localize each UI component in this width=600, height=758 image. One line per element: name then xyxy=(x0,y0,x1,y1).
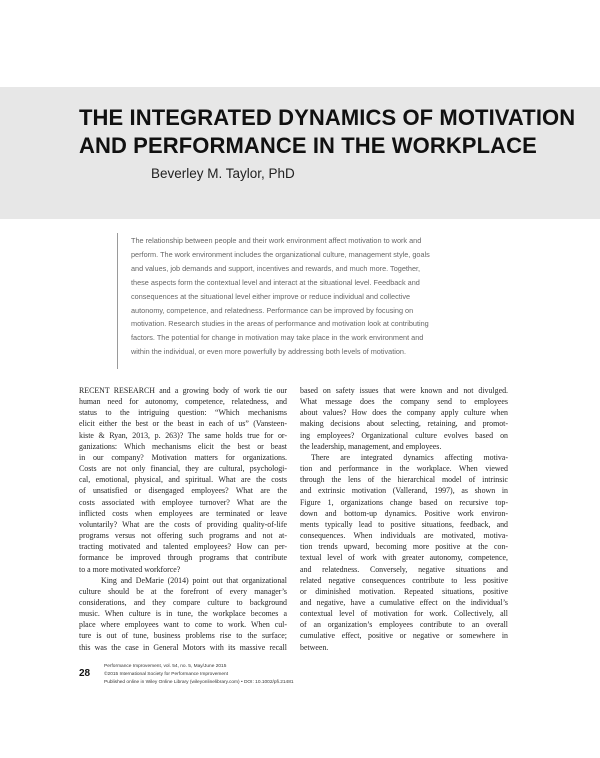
body-line: and extrinsic motivation (Vallerand, 1997), as shown in xyxy=(300,486,508,496)
body-column-left xyxy=(79,385,287,653)
body-line: this was the case in General Motors with its massive recall xyxy=(79,642,287,652)
title-line: AND PERFORMANCE IN THE WORKPLACE xyxy=(79,133,537,158)
body-line: and relatedness. Conversely, negative situations and xyxy=(300,564,508,574)
body-line: tracting motivated and talented employees? How can per- xyxy=(79,542,287,552)
body-column-right xyxy=(300,385,508,653)
body-line: about values? How does the company apply culture when xyxy=(300,408,508,418)
body-line: Costs are not only financial, they are cultural, psychologi- xyxy=(79,464,287,474)
body-line: culture should be at the forefront of every manager’s xyxy=(79,586,287,596)
abstract-line: consequences at the situational level either improve or reduce individual and collective xyxy=(131,291,411,301)
abstract-line: The relationship between people and their work environment affect motivation to work and xyxy=(131,236,422,245)
footer-doi: Published online in Wiley Online Library (wileyonlinelibrary.com) • DOI: 10.1002/pfi.21481 xyxy=(104,680,294,686)
body-line: related negative consequences contribute to less positive xyxy=(300,575,508,585)
body-line: considerations, and they compare culture to background xyxy=(79,597,287,607)
body-line: RECENT RESEARCH and a growing body of work tie our xyxy=(79,386,287,395)
abstract-line: factors. The potential for change in motivation may take place in the work environment and xyxy=(131,333,424,343)
abstract-line: autonomy, competence, and relatedness. Performance can be improved by focusing on xyxy=(131,305,414,315)
body-line: through the lens of the hierarchical model of intrinsic xyxy=(300,475,508,485)
body-line: King and DeMarie (2014) point out that organizational xyxy=(101,575,287,585)
body-line: of unsatisfied or disengaged employees? What are the xyxy=(79,486,287,496)
body-line: between. xyxy=(300,642,329,652)
body-line: textual level of work with greater autonomy, competence, xyxy=(300,553,508,563)
abstract xyxy=(131,234,501,359)
body-line: inflicted costs when employees are terminated or leave xyxy=(79,508,287,518)
journal-footer xyxy=(104,663,294,688)
body-line: formance be improved through programs that contribute xyxy=(79,553,287,563)
body-line: tion trends upward, becoming more positive at the con- xyxy=(300,542,508,552)
body-line: What message does the company send to employees xyxy=(300,397,508,407)
footer-journal: Performance Improvement, vol. 54, no. 5, May/June 2015 xyxy=(104,664,227,669)
body-line: consequences. When individuals are motivated, motiva- xyxy=(300,531,508,541)
abstract-line: perform. The work environment includes the organizational culture, management style, goals xyxy=(131,249,430,259)
body-line: ganizations: Which mechanisms elicit the best or beast xyxy=(79,441,287,451)
page-number: 28 xyxy=(79,668,91,679)
abstract-rule xyxy=(117,233,118,369)
footer-copyright: ©2015 International Society for Performance Improvement xyxy=(104,672,229,678)
body-line: status to the intriguing question: “Which mechanisms xyxy=(79,408,287,418)
body-line: There are integrated dynamics affecting motiva- xyxy=(311,452,508,462)
abstract-line: these aspects form the contextual level and interact at the situational level. Feedback and xyxy=(131,277,420,287)
body-line: elicit either the best or the beast in each of us” (Vansteen- xyxy=(79,419,287,429)
body-line: place where employees want to come to work. When cul- xyxy=(79,620,287,630)
article-title xyxy=(79,104,579,160)
body-line: ing employees? Organizational culture evolves based on xyxy=(300,430,508,440)
body-line: based on safety issues that were known and not divulged. xyxy=(300,386,508,395)
body-line: down and bottom-up dynamics. Positive work environ- xyxy=(300,508,508,518)
author-name: Beverley M. Taylor, PhD xyxy=(151,166,295,181)
abstract-line: and values, job demands and support, incentives and rewards, and much more. Together, xyxy=(131,263,421,273)
title-line: THE INTEGRATED DYNAMICS OF MOTIVATION xyxy=(79,105,576,130)
body-line: in our company? Motivation matters for organizations. xyxy=(79,452,287,462)
body-line: voluntarily? What are the costs of providing quality-of-life xyxy=(79,519,287,529)
body-line: or diminished motivation. Repeated situations, positive xyxy=(300,586,508,596)
body-line: and negative, have a cumulative effect on the individual’s xyxy=(300,597,508,607)
body-line: ture is out of tune, business problems rise to the surface; xyxy=(79,631,287,641)
body-line: cumulative effect, positive or negative or somewhere in xyxy=(300,631,508,641)
body-line: programs versus not offering such programs and not at- xyxy=(79,531,287,541)
body-line: cal, emotional, physical, and spiritual. What are the costs xyxy=(79,475,287,485)
body-line: of an organization’s employees contribute to an overall xyxy=(300,620,508,630)
abstract-line: motivation. Research studies in the areas of performance and motivation look at contributing xyxy=(131,319,429,329)
body-line: costs associated with employee turnover? What are the xyxy=(79,497,287,507)
body-line: kiste & Ryan, 2013, p. 263)? The same holds true for or- xyxy=(79,430,287,440)
body-line: music. When culture is in tune, the workplace becomes a xyxy=(79,609,287,619)
body-line: Figure 1, organizations change based on recursive top- xyxy=(300,497,508,507)
body-line: human need for autonomy, competence, relatedness, and xyxy=(79,397,287,407)
body-line: the leadership, management, and employees. xyxy=(300,441,442,451)
body-line: contextual level of motivation for work. Collectively, all xyxy=(300,609,508,619)
body-line: making decisions about selecting, retaining, and promot- xyxy=(300,419,508,429)
abstract-line: within the individual, or even more powerfully by addressing both levels of motivation. xyxy=(131,347,406,357)
body-line: to a more motivated workforce? xyxy=(79,564,181,574)
body-line: ments typically lead to positive situations, feedback, and xyxy=(300,519,508,529)
body-line: tion and performance in the workplace. When viewed xyxy=(300,464,508,474)
